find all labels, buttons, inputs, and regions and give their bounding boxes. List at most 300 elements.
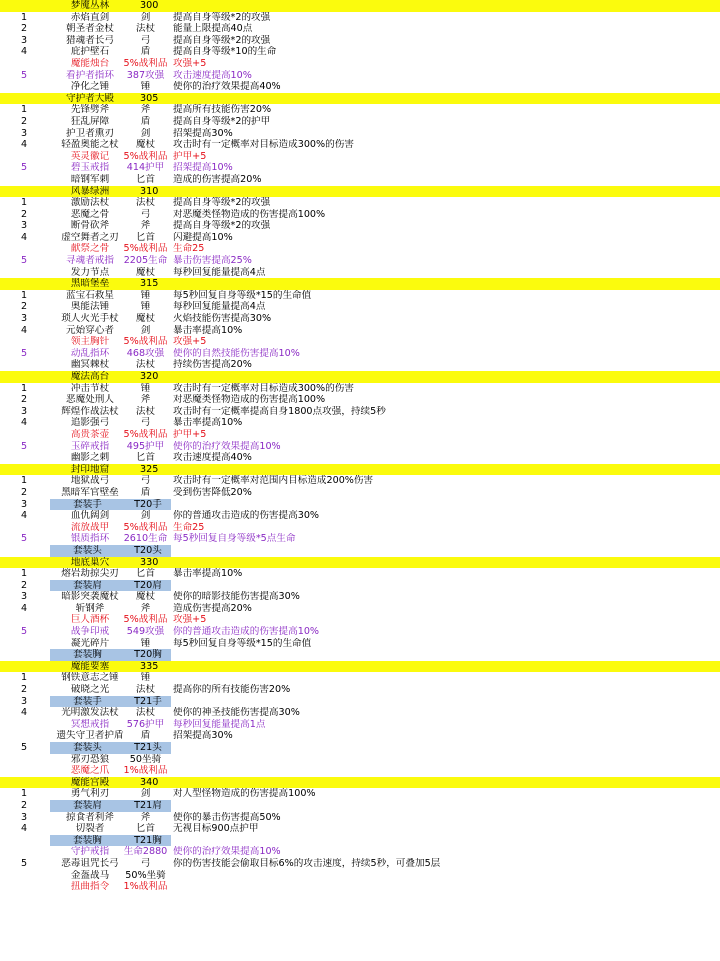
item-name: 碧玉戒指 <box>70 162 110 174</box>
dungeon-level: 315 <box>140 278 159 290</box>
item-effect: 生命25 <box>173 521 205 533</box>
item-effect <box>173 765 713 777</box>
item-name: 护卫者熏刃 <box>66 127 114 139</box>
item-name: 琐人火光手杖 <box>61 313 119 325</box>
tier-number: 5 <box>20 347 28 359</box>
item-name: 恶魔之骨 <box>70 208 110 220</box>
item-type: 50坐骑 <box>129 753 162 765</box>
tier-number <box>0 267 48 279</box>
item-effect: 攻击时有一定概率提高自身1800点攻强，持续5秒 <box>173 405 386 417</box>
tier-number: 2 <box>20 486 28 498</box>
item-row <box>0 522 720 534</box>
item-type: T20胸 <box>125 649 171 661</box>
item-row <box>0 672 720 684</box>
item-name: 高贵茶壶 <box>70 428 110 440</box>
item-effect: 你的伤害技能会偷取目标6%的攻击速度，持续5秒，可叠加5层 <box>173 857 441 869</box>
item-name: 套装手 <box>50 499 125 511</box>
tier-number: 2 <box>20 579 28 591</box>
item-type: 5%战利品 <box>123 57 168 69</box>
item-name: 猎魂者长弓 <box>66 34 114 46</box>
set-piece-row <box>0 499 720 511</box>
item-effect: 提高自身等级*2的攻强 <box>173 220 271 232</box>
tier-number <box>0 429 48 441</box>
item-effect: 攻强+5 <box>173 336 207 348</box>
item-type: 魔杖 <box>135 266 156 278</box>
item-type: 匕首 <box>135 173 156 185</box>
item-effect: 攻强+5 <box>173 57 207 69</box>
dungeon-name: 梦魇丛林 <box>70 0 110 11</box>
tier-number: 5 <box>20 440 28 452</box>
tier-number: 5 <box>20 626 28 638</box>
item-row <box>0 267 720 279</box>
item-row <box>0 162 720 174</box>
item-type: 斧 <box>140 394 151 406</box>
item-row <box>0 429 720 441</box>
tier-number <box>0 719 48 731</box>
tier-number <box>0 870 48 882</box>
item-effect: 使你的治疗效果提高10% <box>173 440 281 452</box>
item-row <box>0 719 720 731</box>
item-type: 2610生命 <box>123 533 168 545</box>
dungeon-header-row <box>0 0 720 12</box>
item-effect: 造成的伤害提高20% <box>173 173 262 185</box>
item-type: 生命2880 <box>123 846 168 858</box>
item-effect <box>173 870 713 882</box>
item-name: 领主胸针 <box>70 336 110 348</box>
tier-number: 1 <box>20 289 28 301</box>
item-name: 朝圣者金杖 <box>66 23 114 35</box>
item-name: 狂乱屏障 <box>70 115 110 127</box>
item-row <box>0 174 720 186</box>
item-effect: 使你的治疗效果提高10% <box>173 846 281 858</box>
item-effect: 提高你的所有技能伤害20% <box>173 684 291 696</box>
dungeon-header-row <box>0 777 720 789</box>
tier-number: 2 <box>20 394 28 406</box>
item-name: 套装胸 <box>50 835 125 847</box>
item-type: 斧 <box>140 602 151 614</box>
item-effect: 暴击率提高10% <box>173 568 243 580</box>
tier-number <box>0 336 48 348</box>
item-type: T21手 <box>125 696 171 708</box>
dungeon-header-row <box>0 186 720 198</box>
item-row <box>0 116 720 128</box>
item-row <box>0 858 720 870</box>
item-name: 暗影突袭魔杖 <box>61 591 119 603</box>
tier-number: 5 <box>20 742 28 753</box>
tier-number: 5 <box>20 69 28 81</box>
item-type: 盾 <box>140 46 151 58</box>
item-type: 法杖 <box>135 197 156 209</box>
tier-number <box>0 614 48 626</box>
item-effect: 护甲+5 <box>173 150 207 162</box>
item-effect: 对恶魔类怪物造成的伤害提高100% <box>173 394 326 406</box>
item-type: 1%战利品 <box>123 881 168 893</box>
item-row <box>0 881 720 893</box>
item-row <box>0 417 720 429</box>
item-name: 扭曲指令 <box>70 881 110 893</box>
dungeon-name: 魔法高台 <box>70 371 110 382</box>
item-row <box>0 220 720 232</box>
item-type: 盾 <box>140 730 151 742</box>
item-effect: 生命25 <box>173 243 205 255</box>
dungeon-level: 320 <box>140 371 159 382</box>
dungeon-name: 魔能要塞 <box>70 660 110 672</box>
dungeon-name: 魔能宫殿 <box>70 776 110 788</box>
item-row <box>0 301 720 313</box>
item-effect: 受到伤害降低20% <box>173 486 252 498</box>
item-name: 流放战甲 <box>70 521 110 533</box>
item-effect: 招架提高30% <box>173 730 233 742</box>
tier-number: 1 <box>20 197 28 209</box>
item-name: 轻盈奥能之杖 <box>61 139 119 151</box>
dungeon-level: 335 <box>140 660 159 672</box>
item-type: 法杖 <box>135 684 156 696</box>
item-effect <box>173 754 713 766</box>
tier-number: 2 <box>20 23 28 35</box>
tier-number: 4 <box>20 417 28 429</box>
item-name: 切裂者 <box>75 823 105 835</box>
item-effect: 使你的暴击伤害提高50% <box>173 811 281 823</box>
dungeon-name: 黑暗堡垒 <box>70 278 110 290</box>
item-type: 锤 <box>140 382 151 394</box>
item-name: 凝光碎片 <box>70 637 110 649</box>
item-name: 黑暗军官壁垒 <box>61 486 119 498</box>
item-row <box>0 394 720 406</box>
item-type: 2205生命 <box>123 255 168 267</box>
tier-number <box>0 881 48 893</box>
item-effect: 护甲+5 <box>173 428 207 440</box>
item-row <box>0 406 720 418</box>
item-effect: 每秒回复能量提高1点 <box>173 718 266 730</box>
item-name: 看护者指环 <box>66 69 114 81</box>
item-effect: 攻击时有一定概率对范围内目标造成200%伤害 <box>173 475 374 487</box>
dungeon-level: 325 <box>140 463 159 475</box>
item-name: 奥能法锤 <box>70 301 110 313</box>
item-name: 断骨砍斧 <box>70 220 110 232</box>
item-row <box>0 487 720 499</box>
item-effect: 招架提高30% <box>173 127 233 139</box>
item-row <box>0 870 720 882</box>
item-type: 弓 <box>140 417 151 429</box>
item-effect: 闪避提高10% <box>173 231 233 243</box>
tier-number: 5 <box>20 857 28 869</box>
tier-number: 3 <box>20 498 28 510</box>
tier-number <box>0 522 48 534</box>
item-row <box>0 812 720 824</box>
item-effect: 提高自身等级*2的护甲 <box>173 115 271 127</box>
item-name: 钢铁意志之锤 <box>61 672 119 684</box>
dungeon-level: 340 <box>140 776 159 788</box>
item-name: 冥想戒指 <box>70 718 110 730</box>
item-row <box>0 243 720 255</box>
item-name: 赤焰直剑 <box>70 11 110 23</box>
tier-number: 3 <box>20 405 28 417</box>
item-type: 剑 <box>140 11 151 23</box>
item-name: 庇护壁石 <box>70 46 110 58</box>
item-effect: 使你的神圣技能伤害提高30% <box>173 707 300 719</box>
item-row <box>0 383 720 395</box>
item-effect: 暴击伤害提高25% <box>173 255 252 267</box>
item-name: 辉煌作战法杖 <box>61 405 119 417</box>
tier-number: 5 <box>20 162 28 174</box>
tier-number <box>0 452 48 464</box>
item-type: T21头 <box>125 742 171 754</box>
item-type: 匕首 <box>135 823 156 835</box>
item-effect: 提高自身等级*10的生命 <box>173 46 277 58</box>
item-effect: 提高自身等级*2的攻强 <box>173 197 271 209</box>
item-row <box>0 139 720 151</box>
tier-number: 4 <box>20 510 28 522</box>
item-name: 遗失守卫者护盾 <box>56 730 124 742</box>
item-row <box>0 510 720 522</box>
item-name: 寻魂者戒指 <box>66 255 114 267</box>
item-effect: 造成伤害提高20% <box>173 602 252 614</box>
item-name: 元始穿心者 <box>66 324 114 336</box>
item-name: 恶毒诅咒长弓 <box>61 857 119 869</box>
item-effect: 攻击速度提高10% <box>173 69 252 81</box>
item-type: 魔杖 <box>135 591 156 603</box>
item-effect: 暴击率提高10% <box>173 324 243 336</box>
set-piece-row <box>0 649 720 661</box>
item-row <box>0 232 720 244</box>
dungeon-level: 300 <box>140 0 159 11</box>
tier-number: 3 <box>20 220 28 232</box>
item-row <box>0 209 720 221</box>
item-type: 法杖 <box>135 707 156 719</box>
item-effect: 提高自身等级*2的攻强 <box>173 11 271 23</box>
item-type: 锤 <box>140 672 151 684</box>
item-name: 守护戒指 <box>70 846 110 858</box>
item-effect: 使你的自然技能伤害提高10% <box>173 347 300 359</box>
item-name: 破晓之光 <box>70 684 110 696</box>
item-name: 斩钢斧 <box>75 602 105 614</box>
item-effect: 暴击率提高10% <box>173 417 243 429</box>
item-type: 387攻强 <box>126 69 165 81</box>
tier-number: 3 <box>20 695 28 707</box>
item-type: 495护甲 <box>126 440 165 452</box>
item-type: 5%战利品 <box>123 150 168 162</box>
tier-number: 1 <box>20 382 28 394</box>
item-name: 激励法杖 <box>70 197 110 209</box>
item-type: 锤 <box>140 301 151 313</box>
item-effect: 攻强+5 <box>173 614 207 626</box>
tier-number: 5 <box>20 533 28 545</box>
item-effect: 每5秒回复自身等级*15的生命值 <box>173 637 312 649</box>
tier-number: 1 <box>20 11 28 23</box>
tier-number: 3 <box>20 34 28 46</box>
item-type: 5%战利品 <box>123 336 168 348</box>
tier-number <box>0 765 48 777</box>
item-row <box>0 846 720 858</box>
item-name: 冲击节杖 <box>70 382 110 394</box>
item-row <box>0 754 720 766</box>
item-name: 净化之锤 <box>70 81 110 93</box>
item-name: 献祭之骨 <box>70 243 110 255</box>
item-row <box>0 325 720 337</box>
item-row <box>0 35 720 47</box>
tier-number <box>0 359 48 371</box>
dungeon-header-row <box>0 93 720 105</box>
item-effect: 无视目标900点护甲 <box>173 823 259 835</box>
item-row <box>0 730 720 742</box>
dungeon-header-row <box>0 278 720 290</box>
item-effect: 招架提高10% <box>173 162 233 174</box>
item-name: 蓝宝石救星 <box>66 289 114 301</box>
set-piece-row <box>0 835 720 847</box>
item-type: 斧 <box>140 811 151 823</box>
item-type: 法杖 <box>135 23 156 35</box>
item-row <box>0 197 720 209</box>
item-row <box>0 603 720 615</box>
item-effect: 使你的暗影技能伤害提高30% <box>173 591 300 603</box>
item-name: 套装肩 <box>50 800 125 812</box>
item-row <box>0 104 720 116</box>
tier-number: 2 <box>20 799 28 811</box>
tier-number <box>0 638 48 650</box>
item-type: 1%战利品 <box>123 765 168 777</box>
tier-number: 4 <box>20 602 28 614</box>
tier-number: 1 <box>20 672 28 684</box>
item-row <box>0 46 720 58</box>
item-type: 5%战利品 <box>123 428 168 440</box>
item-row <box>0 452 720 464</box>
dungeon-name: 风暴绿洲 <box>70 185 110 197</box>
item-type: T21肩 <box>125 800 171 812</box>
tier-number <box>0 58 48 70</box>
item-name: 暗钢军刺 <box>70 173 110 185</box>
item-type: 剑 <box>140 127 151 139</box>
dungeon-header-row <box>0 661 720 673</box>
item-effect: 提高所有技能伤害20% <box>173 104 272 116</box>
item-type: 5%战利品 <box>123 614 168 626</box>
tier-number: 1 <box>20 788 28 800</box>
item-type: 弓 <box>140 475 151 487</box>
item-type: 414护甲 <box>126 162 165 174</box>
item-row <box>0 823 720 835</box>
item-type: 锤 <box>140 81 151 93</box>
item-type: T21胸 <box>125 835 171 847</box>
tier-number <box>0 545 48 557</box>
set-piece-row <box>0 545 720 557</box>
item-name: 幽冥棘杖 <box>70 359 110 371</box>
item-row <box>0 58 720 70</box>
item-effect: 攻击时有一定概率对目标造成300%的伤害 <box>173 139 354 151</box>
item-row <box>0 441 720 453</box>
item-type: 盾 <box>140 486 151 498</box>
item-row <box>0 336 720 348</box>
tier-number: 3 <box>20 591 28 603</box>
item-type: 549攻强 <box>126 626 165 638</box>
item-row <box>0 12 720 24</box>
tier-number <box>0 754 48 766</box>
item-effect: 使你的治疗效果提高40% <box>173 81 281 93</box>
item-row <box>0 614 720 626</box>
tier-number <box>0 243 48 255</box>
tier-number <box>0 649 48 661</box>
tier-number: 2 <box>20 115 28 127</box>
item-name: 玉碎戒指 <box>70 440 110 452</box>
item-name: 套装头 <box>50 742 125 754</box>
item-type: 斧 <box>140 104 151 116</box>
tier-number: 4 <box>20 231 28 243</box>
item-type: 576护甲 <box>126 718 165 730</box>
item-type: 弓 <box>140 34 151 46</box>
item-row <box>0 313 720 325</box>
item-name: 追影强弓 <box>70 417 110 429</box>
item-row <box>0 255 720 267</box>
item-name: 熔岩劫掠尖刃 <box>61 568 119 580</box>
item-type: 锤 <box>140 637 151 649</box>
item-name: 血仇阔剑 <box>70 510 110 522</box>
tier-number <box>0 846 48 858</box>
item-row <box>0 568 720 580</box>
item-effect: 每秒回复能量提高4点 <box>173 266 266 278</box>
tier-number: 1 <box>20 568 28 580</box>
item-effect: 对恶魔类怪物造成的伤害提高100% <box>173 208 326 220</box>
item-effect: 火焰技能伤害提高30% <box>173 313 272 325</box>
item-name: 先锋劈斧 <box>70 104 110 116</box>
item-type: 5%战利品 <box>123 243 168 255</box>
item-name: 恶魔之爪 <box>70 765 110 777</box>
tier-number <box>0 81 48 93</box>
item-type: 468攻强 <box>126 347 165 359</box>
tier-number: 4 <box>20 139 28 151</box>
tier-number: 3 <box>20 127 28 139</box>
item-type: 法杖 <box>135 359 156 371</box>
tier-number <box>0 151 48 163</box>
item-type: 锤 <box>140 289 151 301</box>
item-effect: 攻击速度提高40% <box>173 452 252 464</box>
dungeon-header-row <box>0 557 720 569</box>
item-row <box>0 765 720 777</box>
item-type: 魔杖 <box>135 139 156 151</box>
item-type: T20头 <box>125 545 171 557</box>
item-name: 掠食者利斧 <box>66 811 114 823</box>
item-row <box>0 359 720 371</box>
tier-number: 2 <box>20 208 28 220</box>
item-name: 套装肩 <box>50 580 125 592</box>
item-name: 金盔战马 <box>70 869 110 881</box>
item-row <box>0 81 720 93</box>
item-name: 光明激发法杖 <box>61 707 119 719</box>
item-effect: 每5秒回复自身等级*15的生命值 <box>173 289 312 301</box>
item-effect: 提高自身等级*2的攻强 <box>173 34 271 46</box>
item-row <box>0 638 720 650</box>
item-row <box>0 707 720 719</box>
item-type: 匕首 <box>135 231 156 243</box>
item-name: 英灵徽记 <box>70 150 110 162</box>
item-row <box>0 348 720 360</box>
item-type: 剑 <box>140 324 151 336</box>
item-type: 盾 <box>140 115 151 127</box>
item-name: 套装胸 <box>50 649 125 661</box>
item-name: 邪刃恐狼 <box>70 753 110 765</box>
tier-number: 5 <box>20 255 28 267</box>
item-type: 50%坐骑 <box>125 869 166 881</box>
item-effect: 对人型怪物造成的伤害提高100% <box>173 788 316 800</box>
item-name: 虚空舞者之刃 <box>61 231 119 243</box>
item-type: 斧 <box>140 220 151 232</box>
item-effect: 每秒回复能量提高4点 <box>173 301 266 313</box>
tier-number: 4 <box>20 823 28 835</box>
item-row <box>0 626 720 638</box>
item-row <box>0 128 720 140</box>
tier-number: 4 <box>20 707 28 719</box>
dungeon-level: 305 <box>140 92 159 104</box>
item-type: T20肩 <box>125 580 171 592</box>
dungeon-header-row <box>0 464 720 476</box>
item-name: 发力节点 <box>70 266 110 278</box>
